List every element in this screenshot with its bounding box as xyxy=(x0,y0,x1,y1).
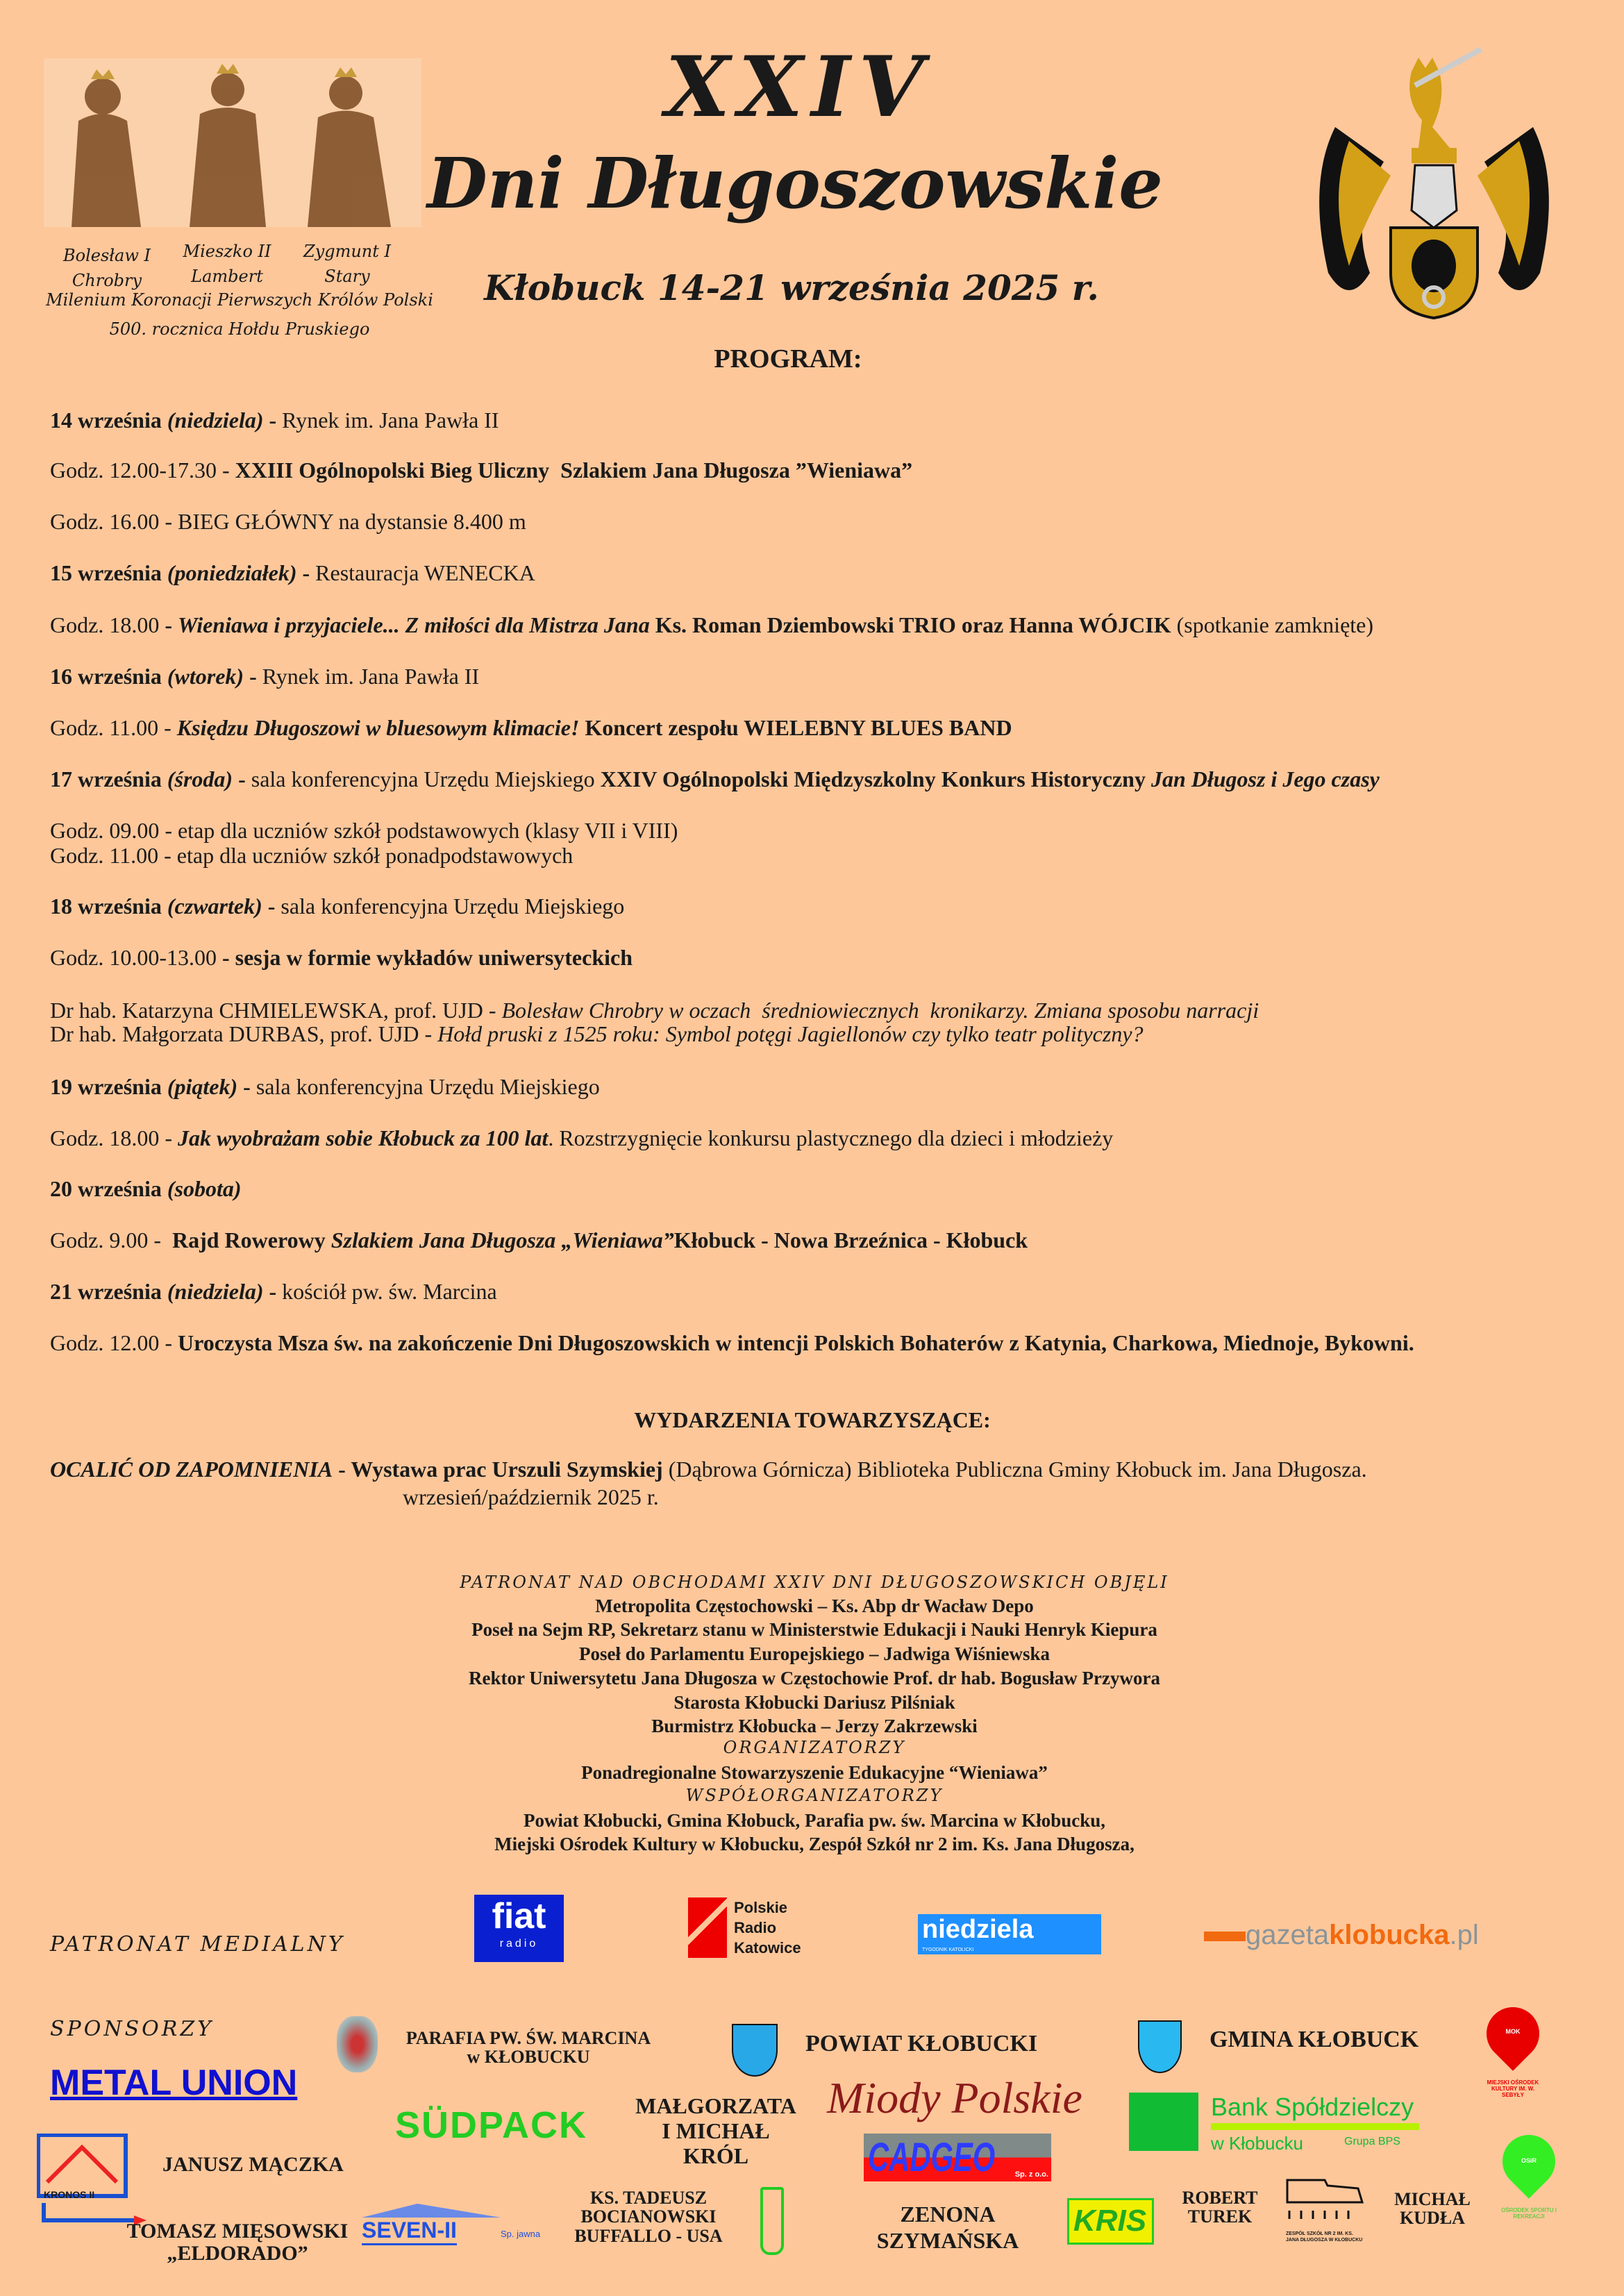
patron: Poseł do Parlamentu Europejskiego – Jadwiga Wiśniewska xyxy=(578,1643,1050,1664)
kris-logo: KRIS xyxy=(1067,2198,1154,2245)
side-events-heading: WYDARZENIA TOWARZYSZĄCE: xyxy=(634,1407,991,1432)
sponsor-line: KRÓL xyxy=(683,2143,749,2168)
exhibition-desc: (Dąbrowa Górnicza) Biblioteka Publiczna Gminy Kłobuck im. Jana Długosza. xyxy=(662,1457,1367,1482)
program-text: (środa) xyxy=(167,766,233,791)
program-text: Jan Długosz i Jego czasy xyxy=(1150,766,1380,791)
program-text: kościół pw. św. Marcina xyxy=(282,1279,497,1304)
gmina-crest-icon xyxy=(1138,2020,1182,2073)
program-text: (spotkanie zamknięte) xyxy=(1171,612,1374,637)
radio-name-line: Katowice xyxy=(734,1939,801,1956)
program-line xyxy=(50,1075,600,1098)
program-text: (sobota) xyxy=(167,1176,242,1201)
program-text: XXIV Ogólnopolski Międzyszkolny Konkurs Historyczny xyxy=(600,766,1151,791)
program-line xyxy=(50,1178,242,1200)
side-event-line xyxy=(50,1458,1367,1480)
sudpack-logo: SÜDPACK xyxy=(395,2104,588,2146)
cadgeo-logo xyxy=(864,2134,1051,2181)
coorganizer: Miejski Ośrodek Kultury w Kłobucku, Zespół Szkół nr 2 im. Ks. Jana Długosza, xyxy=(494,1834,1135,1854)
polskie-radio-mark-icon xyxy=(688,1897,727,1958)
radio-name-line: Radio xyxy=(734,1919,777,1936)
program-text: 20 września xyxy=(50,1176,167,1201)
program-text: XXIII Ogólnopolski Bieg Uliczny Szlakiem Jana Długosza ”Wieniawa” xyxy=(235,458,913,483)
sponsor-line: KS. TADEUSZ xyxy=(589,2188,708,2208)
king-caption-3 xyxy=(303,239,391,289)
program-text: Jak wyobrażam sobie Kłobuck za 100 lat xyxy=(177,1125,549,1150)
program-text: 18 września xyxy=(50,894,167,919)
cadgeo-name: CADGEO xyxy=(868,2135,996,2180)
sponsor-line: MAŁGORZATA xyxy=(635,2093,796,2118)
program-text: Koncert zespołu WIELEBNY BLUES BAND xyxy=(579,715,1012,740)
program-text: - xyxy=(263,1279,283,1304)
program-text: Szlakiem Jana Długosza „Wieniawa” xyxy=(330,1227,674,1252)
osir-short: OSiR xyxy=(1521,2157,1537,2164)
sponsor-line: TUREK xyxy=(1187,2206,1253,2227)
sponsors-heading: SPONSORZY xyxy=(50,2017,214,2041)
program-text: (niedziela) xyxy=(167,408,264,433)
program-text: Wieniawa i przyjaciele... Z miłości dla Mistrza Jana xyxy=(177,612,650,637)
sponsor-turek xyxy=(1182,2188,1258,2227)
exhibition-dates: wrzesień/październik 2025 r. xyxy=(403,1484,659,1509)
sponsor-line: TOMASZ MIĘSOWSKI xyxy=(126,2220,349,2243)
program-text: 16 września xyxy=(50,664,167,689)
fiat-logo-text: fiat xyxy=(492,1896,546,1936)
sponsor-szymanska xyxy=(877,2201,1019,2254)
osir-name: OŚRODEK SPORTU I REKREACJI xyxy=(1501,2207,1557,2220)
king-epithet: Stary xyxy=(324,267,370,286)
king-epithet: Lambert xyxy=(191,267,263,286)
program-line xyxy=(50,1229,1028,1251)
program-text: Kłobuck - Nowa Brzeźnica - Kłobuck xyxy=(673,1227,1028,1252)
program-text: Rynek im. Jana Pawła II xyxy=(282,408,499,433)
edition-number: XXIV xyxy=(665,38,932,136)
gazeta-klobucka-logo xyxy=(1204,1920,1479,1951)
patron: Poseł na Sejm RP, Sekretarz stanu w Ministerstwie Edukacji i Nauki Henryk Kiepura xyxy=(471,1619,1157,1640)
sponsor-line: PARAFIA PW. ŚW. MARCINA xyxy=(405,2028,651,2048)
niedziela-tagline: TYGODNIK KATOLICKI xyxy=(922,1947,974,1952)
powiat-crest-icon xyxy=(732,2024,778,2077)
program-text: Godz. 9.00 - xyxy=(50,1227,172,1252)
program-line xyxy=(50,999,1259,1021)
gazeta-part: .pl xyxy=(1449,1920,1479,1950)
program-line xyxy=(50,665,479,687)
program-text: - sesja w formie wykładów uniwersyteckich xyxy=(221,945,633,970)
program-line xyxy=(50,1127,1113,1149)
zs2-name: ZESPÓŁ SZKÓŁ NR 2 IM. KS. JANA DŁUGOSZA W KŁOBUCKU xyxy=(1286,2231,1363,2243)
organizers-heading: ORGANIZATORZY xyxy=(723,1738,906,1757)
seven-logo xyxy=(362,2204,544,2243)
king-epithet: Chrobry xyxy=(72,271,142,290)
fiat-radio-logo xyxy=(474,1895,564,1962)
king-caption-2 xyxy=(183,239,271,289)
program-line xyxy=(50,844,573,866)
wheat-emblem-icon xyxy=(760,2187,784,2255)
anniversary-coronation: Milenium Koronacji Pierwszych Królów Polski xyxy=(46,290,433,310)
seven-name: SEVEN-II xyxy=(362,2218,457,2245)
program-text: Ks. Roman Dziembowski TRIO oraz Hanna WÓJCIK xyxy=(649,612,1171,637)
program-text: 19 września xyxy=(50,1074,167,1099)
niedziela-name: niedziela xyxy=(922,1915,1034,1944)
program-line xyxy=(50,768,1380,790)
sponsor-parafia xyxy=(406,2029,651,2067)
cadgeo-suffix: Sp. z o.o. xyxy=(1014,2170,1048,2179)
gazeta-part: gazeta xyxy=(1246,1920,1330,1950)
king-name: Zygmunt I xyxy=(303,242,392,261)
program-text: Godz. 11.00 - xyxy=(50,715,177,740)
program-text: (wtorek) xyxy=(167,664,244,689)
bank-group: Grupa BPS xyxy=(1344,2136,1400,2147)
program-text: Godz. 09.00 - etap dla uczniów szkół podstawowych (klasy VII i VIII) xyxy=(50,818,678,843)
program-heading: PROGRAM: xyxy=(714,344,862,374)
gazeta-mark-icon xyxy=(1204,1932,1246,1941)
program-text: Uroczysta Msza św. na zakończenie Dni Długoszowskich w intencji Polskich Bohaterów z Katynia, Charkowa, Miednoje, Bykowni. xyxy=(177,1330,1414,1355)
program-line xyxy=(50,562,535,584)
program-text: 21 września xyxy=(50,1279,167,1304)
sponsor-line: ZENONA xyxy=(900,2202,996,2227)
sponsor-line: ROBERT xyxy=(1182,2188,1258,2208)
patron: Starosta Kłobucki Dariusz Pilśniak xyxy=(673,1692,955,1713)
sponsor-line: I MICHAŁ xyxy=(662,2118,770,2143)
program-text: (poniedziałek) xyxy=(167,560,297,585)
program-text: - xyxy=(233,766,251,791)
patron: Burmistrz Kłobucka – Jerzy Zakrzewski xyxy=(651,1716,978,1736)
program-text: Godz. 18.00 - xyxy=(50,1125,178,1150)
program-text: Rynek im. Jana Pawła II xyxy=(262,664,480,689)
program-line xyxy=(50,1023,1144,1045)
anniversary-homage: 500. rocznica Hołdu Pruskiego xyxy=(109,319,370,339)
organizer: Ponadregionalne Stowarzyszenie Edukacyjne “Wieniawa” xyxy=(581,1762,1048,1783)
sponsor-kudla xyxy=(1394,2190,1471,2228)
sponsor-bocianowski xyxy=(574,2188,722,2245)
fiat-logo-subtext: radio xyxy=(499,1938,539,1950)
program-line xyxy=(50,1280,497,1302)
patron: Rektor Uniwersytetu Jana Długosza w Częstochowie Prof. dr hab. Bogusław Przywora xyxy=(469,1668,1160,1689)
program-line xyxy=(50,614,1373,636)
sponsor-maczka: JANUSZ MĄCZKA xyxy=(162,2153,344,2176)
sponsor-powiat: POWIAT KŁOBUCKI xyxy=(805,2031,1038,2056)
media-heading: PATRONAT MEDIALNY xyxy=(50,1932,345,1956)
page-title: Dni Długoszowskie xyxy=(427,142,1163,224)
program-text: Hołd pruski z 1525 roku: Symbol potęgi Jagiellonów czy tylko teatr polityczny? xyxy=(437,1021,1144,1046)
program-text: Godz. 18.00 xyxy=(50,612,165,637)
zs2-logo xyxy=(1286,2179,1365,2243)
sponsor-line: BOCIANOWSKI xyxy=(580,2206,717,2227)
sponsor-line: „ELDORADO” xyxy=(167,2241,308,2265)
program-text: Księdzu Długoszowi w bluesowym klimacie! xyxy=(176,715,580,740)
program-text: Godz. 11.00 - etap dla uczniów szkół ponadpodstawowych xyxy=(50,843,574,868)
exhibition-desc-bold: - Wystawa prac Urszuli Szymskiej xyxy=(333,1457,663,1482)
sponsor-krol xyxy=(635,2093,796,2168)
program-text: - xyxy=(296,560,316,585)
sponsor-gmina: GMINA KŁOBUCK xyxy=(1209,2027,1419,2052)
program-text: Godz. 12.00 - xyxy=(50,1330,178,1355)
miody-polskie-logo: Miody Polskie xyxy=(827,2073,1082,2122)
program-text: Rajd Rowerowy xyxy=(171,1227,331,1252)
program-text: 14 września xyxy=(50,408,167,433)
bank-mark-icon xyxy=(1129,2093,1198,2151)
metal-union-logo: METAL UNION xyxy=(50,2063,298,2103)
program-text: 15 września xyxy=(50,560,167,585)
program-text: sala konferencyjna Urzędu Miejskiego xyxy=(281,894,625,919)
program-text: - xyxy=(237,1074,256,1099)
patronage-heading: PATRONAT NAD OBCHODAMI XXIV DNI DŁUGOSZOWSKICH OBJĘLI xyxy=(460,1573,1169,1592)
place-date: Kłobuck 14-21 września 2025 r. xyxy=(484,267,1099,308)
program-line xyxy=(50,895,624,917)
bank-logo xyxy=(1129,2093,1421,2154)
program-text: sala konferencyjna Urzędu Miejskiego xyxy=(256,1074,600,1099)
program-text: 17 września xyxy=(50,766,167,791)
coorganizers-heading: WSPÓŁORGANIZATORZY xyxy=(685,1786,944,1805)
program-text: Bolesław Chrobry w oczach średniowiecznych kronikarzy. Zmiana sposobu narracji xyxy=(501,998,1259,1023)
exhibition-title: OCALIĆ OD ZAPOMNIENIA xyxy=(50,1457,333,1482)
sponsor-miesowski xyxy=(127,2220,349,2264)
program-text: - xyxy=(262,894,281,919)
coat-of-arms xyxy=(1307,44,1561,321)
sponsor-line: BUFFALLO - USA xyxy=(574,2225,723,2246)
program-text: Restauracja WENECKA xyxy=(315,560,535,585)
osir-logo xyxy=(1501,2135,1557,2232)
program-text: . Rozstrzygnięcie konkursu plastycznego dla dzieci i młodzieży xyxy=(548,1125,1114,1150)
program-text: - xyxy=(165,612,178,637)
program-text: Dr hab. Katarzyna CHMIELEWSKA, prof. UJD - xyxy=(50,998,502,1023)
program-text: sala konferencyjna Urzędu Miejskiego xyxy=(251,766,601,791)
program-text: (czwartek) xyxy=(167,894,262,919)
sponsor-line: MICHAŁ xyxy=(1394,2189,1471,2209)
program-text: (niedziela) xyxy=(167,1279,264,1304)
king-name: Mieszko II xyxy=(183,242,271,261)
program-text: Godz. 16.00 - BIEG GŁÓWNY na dystansie 8.400 m xyxy=(50,509,526,534)
kronos-logo xyxy=(37,2134,132,2227)
sponsor-line: SZYMAŃSKA xyxy=(876,2228,1019,2253)
program-text: - xyxy=(244,664,262,689)
sponsor-line: w KŁOBUCKU xyxy=(467,2047,590,2068)
program-line xyxy=(50,819,678,841)
program-text: - xyxy=(263,408,283,433)
sponsor-line: KUDŁA xyxy=(1400,2208,1465,2229)
program-line xyxy=(50,409,499,431)
parafia-crest-icon xyxy=(337,2016,378,2072)
program-line xyxy=(50,946,633,969)
seven-roof-icon xyxy=(362,2204,501,2218)
program-line xyxy=(50,717,1012,739)
kronos-name: KRONOS II xyxy=(44,2189,95,2200)
bank-city: w Kłobucku xyxy=(1211,2133,1303,2154)
king-name: Bolesław I xyxy=(62,246,151,265)
mok-logo xyxy=(1485,2007,1541,2104)
program-line xyxy=(50,459,912,481)
coorganizer: Powiat Kłobucki, Gmina Kłobuck, Parafia pw. św. Marcina w Kłobucku, xyxy=(523,1810,1106,1831)
kings-illustration xyxy=(44,58,421,227)
program-line xyxy=(50,1332,1414,1354)
mok-short: MOK xyxy=(1505,2028,1521,2035)
radio-name-line: Polskie xyxy=(734,1899,788,1916)
bank-name: Bank Spółdzielczy xyxy=(1211,2093,1414,2121)
program-text: Godz. 12.00-17.30 - xyxy=(50,458,235,483)
program-text: Godz. 10.00-13.00 xyxy=(50,945,222,970)
program-text: Dr hab. Małgorzata DURBAS, prof. UJD - xyxy=(50,1021,438,1046)
program-line xyxy=(50,510,526,533)
king-caption-1 xyxy=(63,243,151,293)
seven-suffix: Sp. jawna xyxy=(501,2229,541,2239)
niedziela-logo xyxy=(918,1914,1101,1954)
mok-name: MIEJSKI OŚRODEK KULTURY IM. W. SEBYŁY xyxy=(1487,2079,1539,2098)
program-text: (piątek) xyxy=(167,1074,238,1099)
gazeta-part: klobucka xyxy=(1329,1920,1450,1950)
patron: Metropolita Częstochowski – Ks. Abp dr Wacław Depo xyxy=(595,1595,1034,1616)
polskie-radio-logo xyxy=(688,1897,801,1958)
